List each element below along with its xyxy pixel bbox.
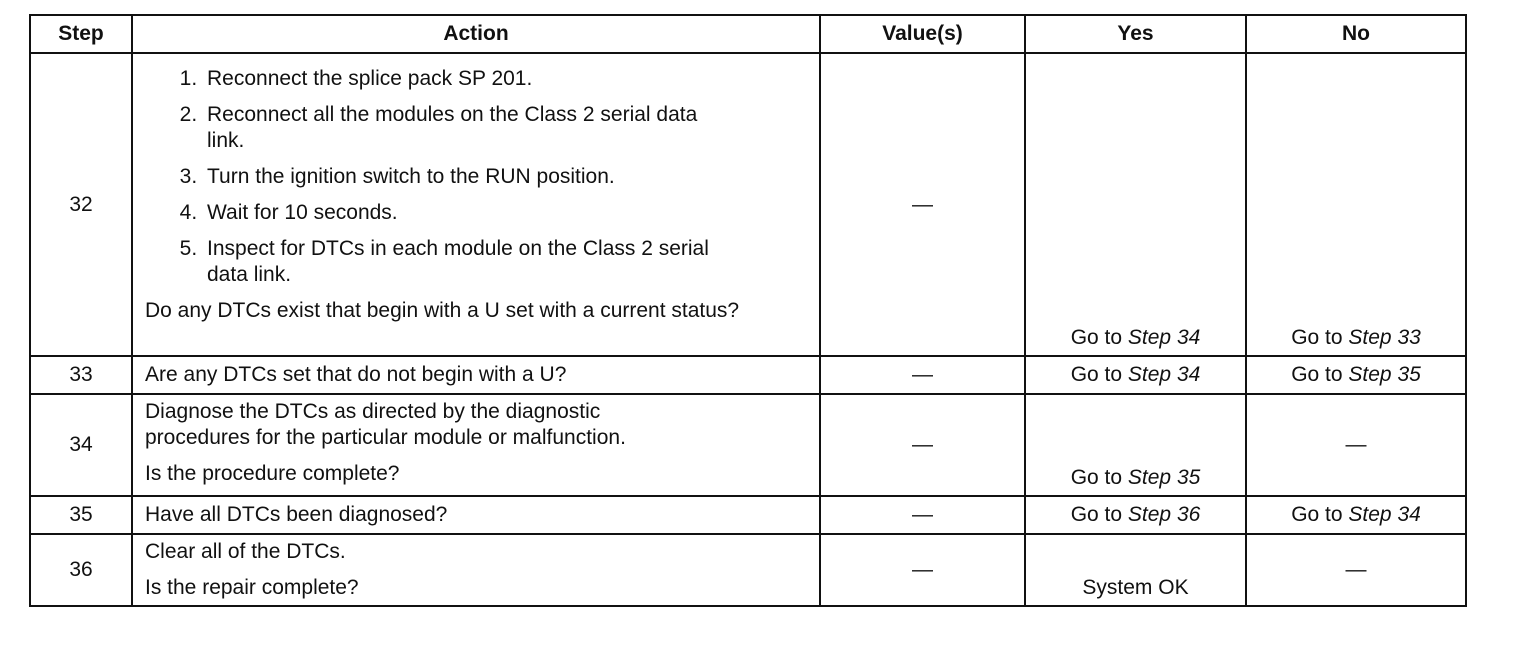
step-reference: Step 33: [1348, 326, 1421, 349]
value-cell: —: [820, 394, 1025, 496]
table-row-step-36: [30, 534, 1466, 606]
question-text: Is the repair complete?: [145, 576, 359, 599]
no-cell: [1246, 356, 1466, 394]
value-cell: —: [820, 53, 1025, 356]
instruction-text: Diagnose the DTCs as directed by the diagnostic procedures for the particular module or malfunction.: [145, 400, 626, 449]
question-text: Are any DTCs set that do not begin with a U?: [145, 363, 567, 386]
table-row-step-35: [30, 496, 1466, 534]
goto-prefix: Go to: [1070, 503, 1123, 526]
goto-prefix: Go to: [1070, 363, 1123, 386]
table-row-step-33: [30, 356, 1466, 394]
no-cell: [1246, 53, 1466, 356]
step-reference: Step 36: [1127, 503, 1201, 526]
yes-cell: [1025, 394, 1246, 496]
procedure-list: [145, 66, 809, 288]
table-row-step-34: [30, 394, 1466, 496]
action-cell: [132, 394, 820, 496]
instruction-text: Clear all of the DTCs.: [145, 540, 346, 563]
table-row-step-32: [30, 53, 1466, 356]
action-cell: [132, 356, 820, 394]
yes-cell: [1025, 496, 1246, 534]
step-reference: Step 34: [1127, 326, 1201, 349]
yes-cell: [1025, 53, 1246, 356]
goto-prefix: Go to: [1291, 363, 1343, 386]
no-cell: —: [1246, 394, 1466, 496]
procedure-item: 2. Reconnect all the modules on the Class 2 serial data link.: [203, 102, 809, 154]
goto-prefix: Go to: [1070, 326, 1123, 349]
yes-cell: [1025, 356, 1246, 394]
step-number: 33: [30, 356, 132, 394]
action-cell: [132, 53, 820, 356]
no-cell: —: [1246, 534, 1466, 606]
step-reference: Step 34: [1348, 503, 1421, 526]
question-text: Have all DTCs been diagnosed?: [145, 503, 448, 526]
question-text: Do any DTCs exist that begin with a U set with a current status?: [145, 299, 740, 322]
goto-prefix: Go to: [1291, 503, 1343, 526]
yes-cell: System OK: [1025, 534, 1246, 606]
step-number: 34: [30, 394, 132, 496]
procedure-item: 1. Reconnect the splice pack SP 201.: [203, 66, 809, 92]
step-reference: Step 35: [1127, 466, 1201, 489]
value-cell: —: [820, 534, 1025, 606]
value-cell: —: [820, 356, 1025, 394]
action-cell: [132, 496, 820, 534]
step-reference: Step 35: [1348, 363, 1421, 386]
procedure-item: 4. Wait for 10 seconds.: [203, 200, 809, 226]
goto-prefix: Go to: [1070, 466, 1123, 489]
step-number: 32: [30, 53, 132, 356]
question-text: Is the procedure complete?: [145, 462, 400, 485]
procedure-item: 5. Inspect for DTCs in each module on the Class 2 serial data link.: [203, 236, 809, 288]
header-action: Action: [132, 15, 820, 53]
action-cell: [132, 534, 820, 606]
step-number: 35: [30, 496, 132, 534]
header-yes: Yes: [1025, 15, 1246, 53]
header-values: Value(s): [820, 15, 1025, 53]
header-row: [30, 15, 1466, 53]
step-reference: Step 34: [1127, 363, 1201, 386]
header-no: No: [1246, 15, 1466, 53]
diagnostic-table: [29, 14, 1467, 607]
value-cell: —: [820, 496, 1025, 534]
header-step: Step: [30, 15, 132, 53]
procedure-item: 3. Turn the ignition switch to the RUN position.: [203, 164, 809, 190]
no-cell: [1246, 496, 1466, 534]
goto-prefix: Go to: [1291, 326, 1343, 349]
step-number: 36: [30, 534, 132, 606]
